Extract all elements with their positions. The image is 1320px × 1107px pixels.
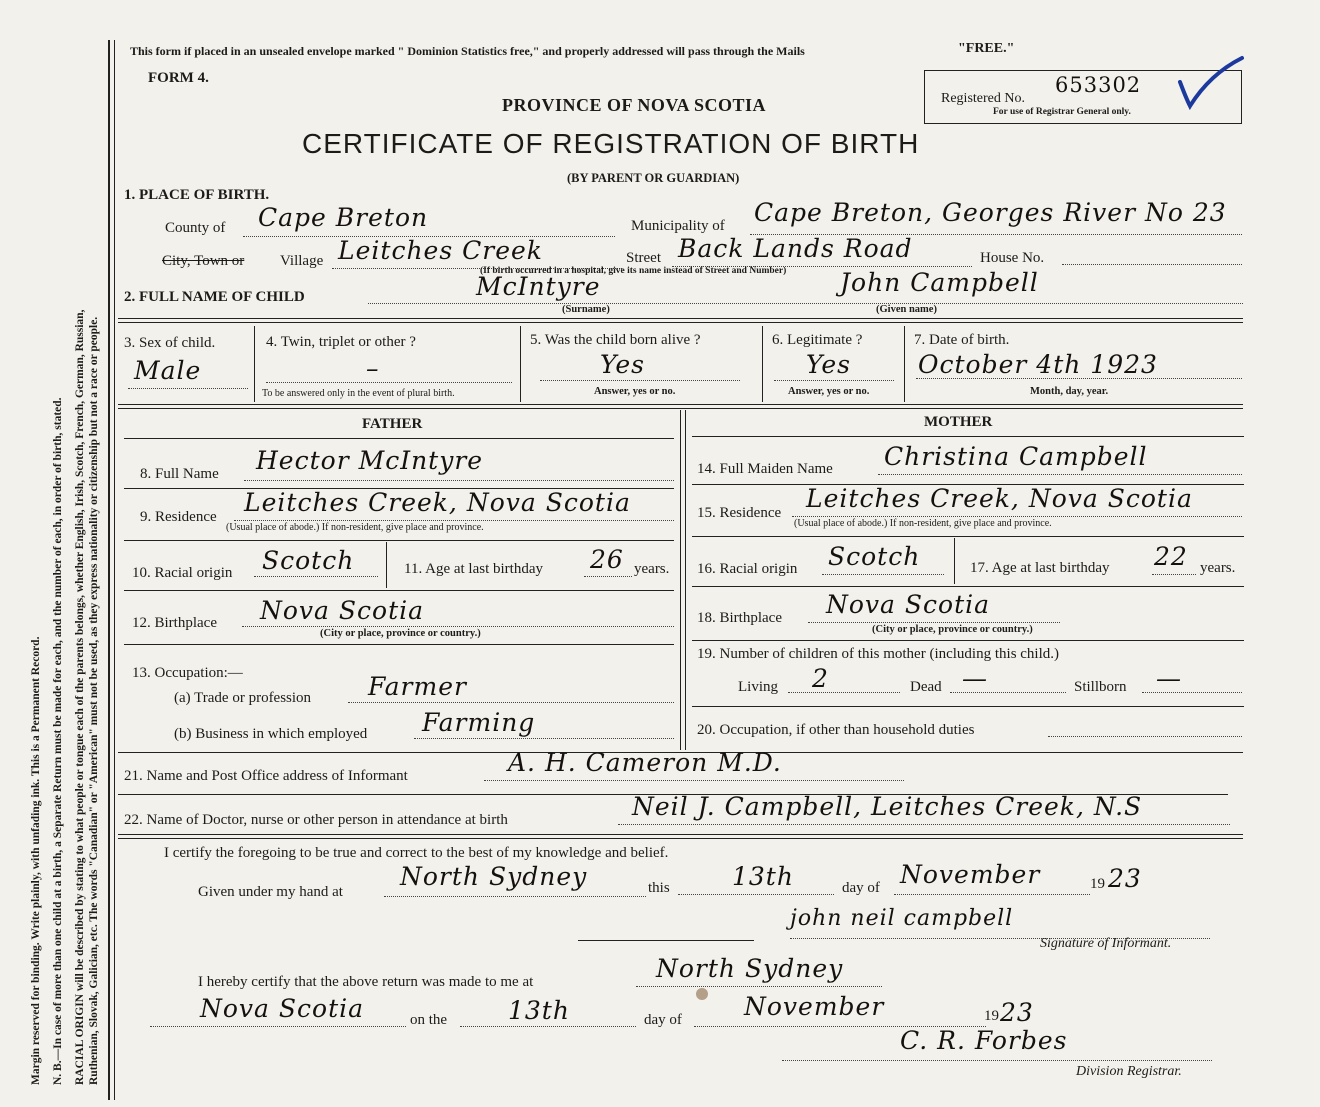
sex-value: Male xyxy=(134,356,202,385)
municipality-label: Municipality of xyxy=(631,218,725,234)
certify-year-value: 23 xyxy=(1108,864,1142,893)
doctor-value: Neil J. Campbell, Leitches Creek, N.S xyxy=(632,792,1143,821)
twin-value: – xyxy=(366,354,380,383)
twin-label: 4. Twin, triplet or other ? xyxy=(266,334,416,350)
father-racial-label: 10. Racial origin xyxy=(132,565,233,581)
child-name-label: 2. FULL NAME OF CHILD xyxy=(124,289,305,305)
mother-birthplace-note: (City or place, province or country.) xyxy=(872,624,1033,635)
mother-residence-label: 15. Residence xyxy=(697,505,782,521)
county-label: County of xyxy=(165,220,226,236)
certify-year-prefix: 19 xyxy=(1090,876,1105,892)
margin-note-2: N. B.—In case of more than one child at a birth, a Separate Return must be made for each, and the number of each, in order of birth, stated. xyxy=(52,397,64,1085)
father-birthplace-label: 12. Birthplace xyxy=(132,615,217,631)
father-trade-value: Farmer xyxy=(368,672,467,701)
village-label: Village xyxy=(280,253,324,269)
given-place-value: North Sydney xyxy=(400,862,588,891)
father-name-label: 8. Full Name xyxy=(140,466,219,482)
father-birthplace-note: (City or place, province or country.) xyxy=(320,628,481,639)
mail-free: "FREE." xyxy=(958,41,1015,56)
certificate-title: CERTIFICATE OF REGISTRATION OF BIRTH xyxy=(302,128,920,159)
mother-residence-value: Leitches Creek, Nova Scotia xyxy=(806,484,1193,513)
stillborn-label: Stillborn xyxy=(1074,679,1127,695)
informant-value: A. H. Cameron M.D. xyxy=(508,748,782,777)
living-label: Living xyxy=(738,679,778,695)
dead-label: Dead xyxy=(910,679,942,695)
province-heading: PROVINCE OF NOVA SCOTIA xyxy=(502,95,767,115)
twin-note: To be answered only in the event of plural birth. xyxy=(262,388,455,399)
village-value: Leitches Creek xyxy=(338,236,543,265)
informant-signature: john neil campbell xyxy=(790,906,1014,931)
registrar-day-value: 13th xyxy=(508,996,570,1025)
sex-label: 3. Sex of child. xyxy=(124,335,216,351)
alive-value: Yes xyxy=(600,350,645,379)
mother-children-label: 19. Number of children of this mother (including this child.) xyxy=(697,646,1060,662)
living-value: 2 xyxy=(812,664,829,693)
legitimate-label: 6. Legitimate ? xyxy=(772,332,863,348)
registrar-province-value: Nova Scotia xyxy=(200,994,365,1023)
ink-stain xyxy=(696,988,708,1000)
father-residence-value: Leitches Creek, Nova Scotia xyxy=(244,488,631,517)
registrar-year-prefix: 19 xyxy=(984,1008,999,1024)
house-label: House No. xyxy=(980,250,1045,266)
margin-note-4: Ruthenian, Slovak, Galician, etc. The words "Canadian" or "American" must not be used, as they express nationality or citizenship but not a race or people. xyxy=(88,316,100,1085)
certify-month-value: November xyxy=(900,860,1041,889)
legitimate-note: Answer, yes or no. xyxy=(788,386,870,397)
mother-name-label: 14. Full Maiden Name xyxy=(697,461,833,477)
alive-label: 5. Was the child born alive ? xyxy=(530,332,701,348)
child-surname: McIntyre xyxy=(476,272,601,301)
city-town-struck: City, Town or xyxy=(162,253,245,269)
certify-day-value: 13th xyxy=(732,862,794,891)
father-trade-label: (a) Trade or profession xyxy=(174,690,312,706)
mail-notice: This form if placed in an unsealed envelope marked " Dominion Statistics free," and properly addressed will pass through the Mails xyxy=(130,44,805,58)
registered-number: 653302 xyxy=(1055,73,1142,97)
mother-birthplace-label: 18. Birthplace xyxy=(697,610,782,626)
mother-years: years. xyxy=(1200,560,1236,576)
checkmark-icon xyxy=(1170,54,1250,114)
form-number: FORM 4. xyxy=(148,70,209,86)
street-value: Back Lands Road xyxy=(678,234,913,263)
father-occupation-label: 13. Occupation:— xyxy=(132,665,243,681)
father-business-label: (b) Business in which employed xyxy=(174,726,368,742)
father-name-value: Hector McIntyre xyxy=(256,446,484,475)
father-birthplace-value: Nova Scotia xyxy=(260,596,425,625)
street-label: Street xyxy=(626,250,661,266)
margin-rule-inner xyxy=(114,40,115,1100)
registered-label: Registered No. xyxy=(941,91,1025,106)
on-the-label: on the xyxy=(410,1012,448,1028)
doctor-label: 22. Name of Doctor, nurse or other person in attendance at birth xyxy=(124,812,508,828)
margin-note-3: RACIAL ORIGIN will be described by stating to what people or tongue each of the parents belongs, whether English, Irish, Scotch, French, German, Russian, xyxy=(74,309,86,1085)
hospital-note: (If birth occurred in a hospital, give its name instead of Street and Number) xyxy=(480,266,787,276)
father-age-value: 26 xyxy=(590,545,624,574)
mother-residence-note: (Usual place of abode.) If non-resident, give place and province. xyxy=(794,518,1052,529)
father-business-value: Farming xyxy=(422,708,536,737)
certify-statement: I certify the foregoing to be true and correct to the best of my knowledge and belief. xyxy=(164,845,669,861)
registrar-signature-label: Division Registrar. xyxy=(1076,1064,1182,1079)
registrar-signature: C. R. Forbes xyxy=(900,1026,1068,1055)
surname-note: (Surname) xyxy=(562,304,610,315)
mother-racial-value: Scotch xyxy=(828,542,921,571)
registrar-place-value: North Sydney xyxy=(656,954,844,983)
registrar-note: For use of Registrar General only. xyxy=(993,107,1131,117)
dob-note: Month, day, year. xyxy=(1030,386,1109,397)
mother-birthplace-value: Nova Scotia xyxy=(826,590,991,619)
margin-note-1: Margin reserved for binding. Write plainly, with unfading ink. This is a Permanent Record. xyxy=(30,636,42,1085)
mother-occupation-label: 20. Occupation, if other than household duties xyxy=(697,722,975,738)
margin-rule xyxy=(108,40,110,1100)
given-under-label: Given under my hand at xyxy=(198,884,343,900)
county-value: Cape Breton xyxy=(258,203,429,232)
stillborn-value: — xyxy=(1156,664,1182,693)
legitimate-value: Yes xyxy=(806,350,851,379)
registrar-month-value: November xyxy=(744,992,885,1021)
this-label: this xyxy=(648,880,670,896)
alive-note: Answer, yes or no. xyxy=(594,386,676,397)
mother-racial-label: 16. Racial origin xyxy=(697,561,798,577)
informant-signature-label: Signature of Informant. xyxy=(1040,936,1172,951)
father-age-label: 11. Age at last birthday xyxy=(404,561,543,577)
father-heading: FATHER xyxy=(362,416,423,432)
registrar-day-of-label: day of xyxy=(644,1012,682,1028)
father-residence-note: (Usual place of abode.) If non-resident, give place and province. xyxy=(226,522,484,533)
mother-name-value: Christina Campbell xyxy=(884,442,1148,471)
child-given-name: John Campbell xyxy=(840,268,1039,297)
dob-label: 7. Date of birth. xyxy=(914,332,1010,348)
mother-age-label: 17. Age at last birthday xyxy=(970,560,1110,576)
father-racial-value: Scotch xyxy=(262,546,355,575)
day-of-label: day of xyxy=(842,880,880,896)
municipality-value: Cape Breton, Georges River No 23 xyxy=(754,198,1227,227)
father-residence-label: 9. Residence xyxy=(140,509,217,525)
father-years: years. xyxy=(634,561,670,577)
mother-age-value: 22 xyxy=(1154,542,1188,571)
place-of-birth-heading: 1. PLACE OF BIRTH. xyxy=(124,187,270,203)
registrar-statement: I hereby certify that the above return was made to me at xyxy=(198,974,534,990)
dead-value: — xyxy=(962,664,988,693)
certificate-subtitle: (BY PARENT OR GUARDIAN) xyxy=(567,171,740,185)
mother-heading: MOTHER xyxy=(924,414,993,430)
dob-value: October 4th 1923 xyxy=(918,350,1158,379)
given-name-note: (Given name) xyxy=(876,304,937,315)
informant-label: 21. Name and Post Office address of Informant xyxy=(124,768,408,784)
registrar-year-value: 23 xyxy=(1000,998,1034,1027)
